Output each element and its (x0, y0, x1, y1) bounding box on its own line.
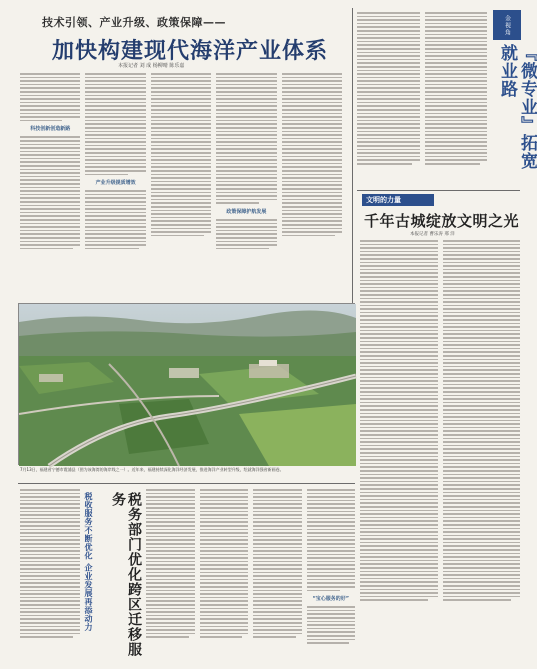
article-headline: 加快构建现代海洋产业体系 (52, 38, 329, 64)
body-column (85, 73, 145, 299)
body-column (425, 12, 488, 184)
article-subhead: 产业升级提质增效 (95, 180, 136, 187)
culture-byline: 本报记者 曹乐涛 邢 洋 (410, 232, 455, 237)
culture-headline: 千年古城绽放文明之光 (364, 212, 520, 230)
body-column (146, 489, 195, 661)
article-subhead: 政策保障护航发展 (226, 208, 267, 215)
body-column (151, 73, 211, 299)
tax-body (146, 489, 355, 661)
body-column (20, 489, 80, 661)
body-column (20, 73, 80, 299)
culture-body (360, 240, 520, 658)
body-column (216, 73, 276, 299)
body-column (253, 489, 302, 661)
column-tag-label: 金视角 (503, 14, 511, 36)
body-column (357, 12, 420, 184)
body-column (360, 240, 438, 658)
article-body (20, 73, 342, 299)
photo-caption: 7月13日，福建省宁德市霞浦县（图为该海湾的海岸线之一）。近年来，福建持续深化海洋经济发展，推进海洋产业转型升级，绘就海洋强省新画卷。 (20, 467, 284, 472)
body-column (200, 489, 249, 661)
tax-headline: 税务部门优化跨区迁移服务 (110, 492, 142, 657)
column-box-body (357, 12, 487, 184)
body-column (282, 73, 342, 299)
section-divider (18, 483, 355, 484)
column-title: 『微专业』拓宽就业路 (497, 44, 537, 170)
section-divider (357, 190, 520, 191)
aerial-photo (18, 303, 355, 465)
section-label: 文明的力量 (362, 194, 434, 206)
article-byline: 本报记者 刘 成 杨柳晴 陈乐嘉 (118, 63, 185, 69)
aerial-photo-graphic (19, 304, 356, 466)
column-tag (493, 10, 521, 40)
body-column (307, 489, 356, 661)
column-divider (352, 8, 353, 304)
tax-body-left (20, 489, 80, 661)
article-kicker: 技术引领、产业升级、政策保障—— (42, 16, 226, 29)
article-subhead: 科技创新创造新路 (30, 126, 71, 133)
body-column (443, 240, 521, 658)
tax-side-title: 税收服务不断优化 企业发展再添动力 (84, 492, 94, 632)
tax-subhead: “宝心服务的好” (312, 596, 350, 603)
